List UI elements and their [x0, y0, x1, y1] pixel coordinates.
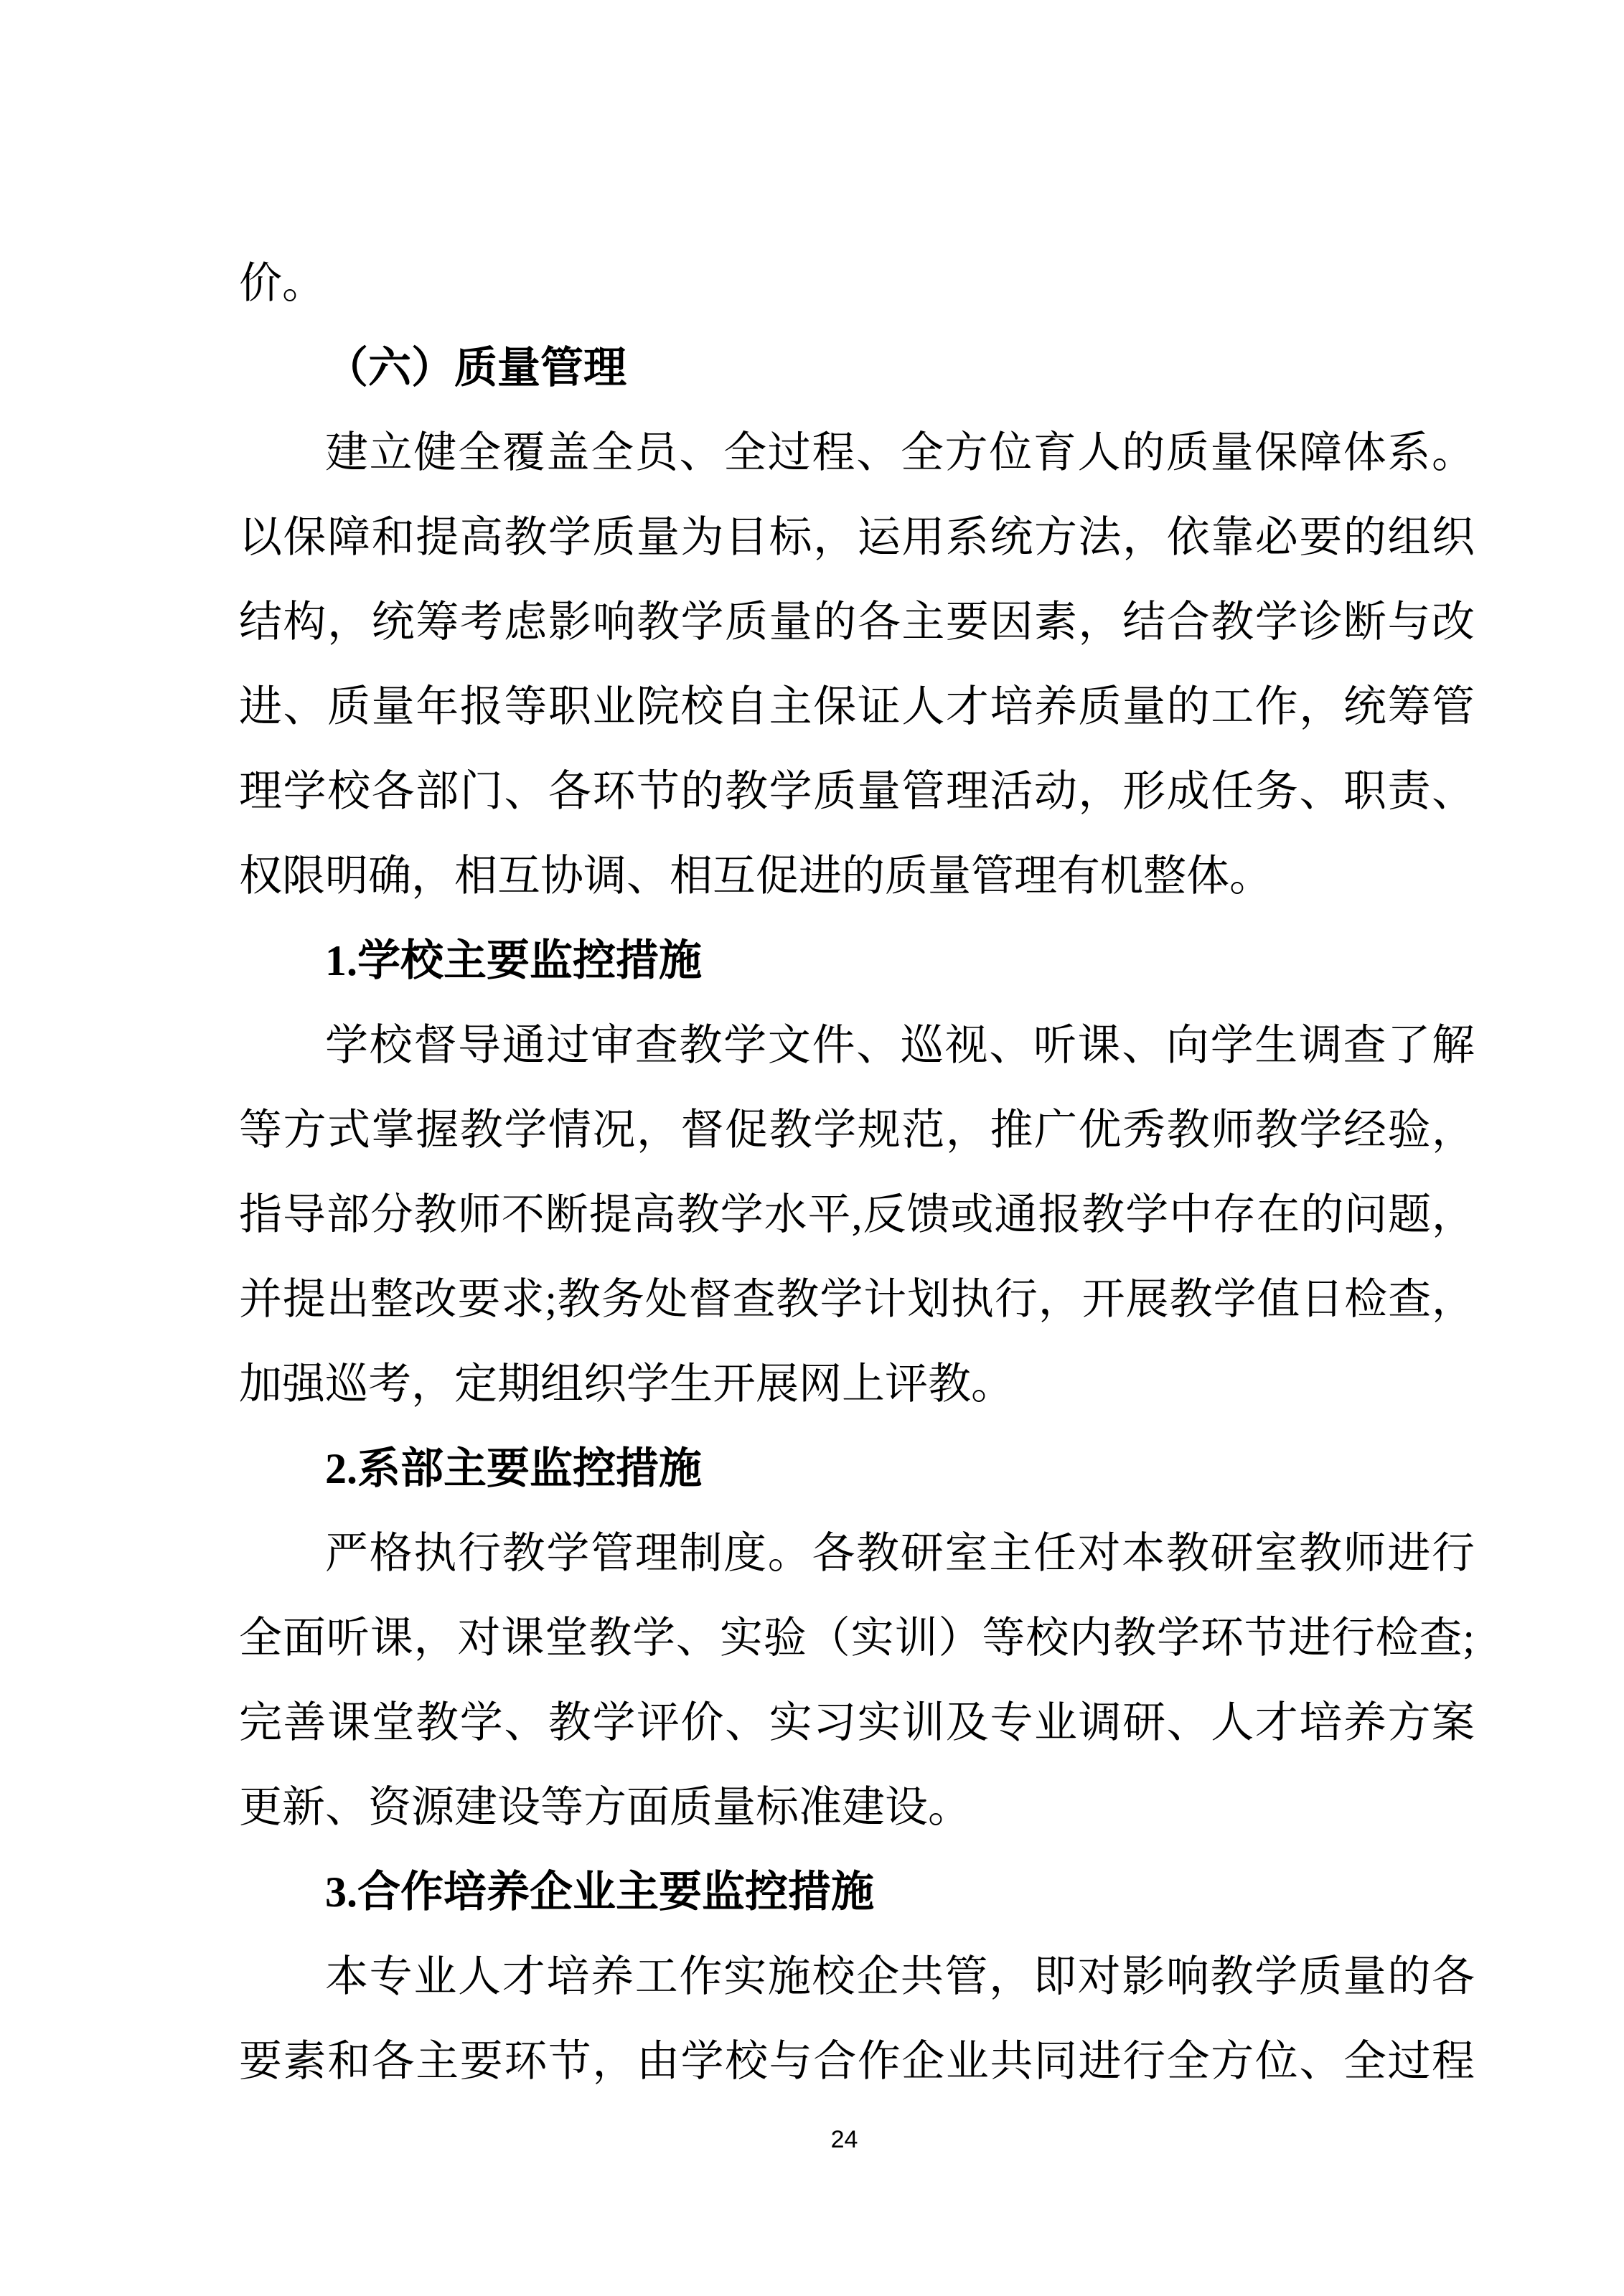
continuation-line: 价。: [239, 260, 325, 307]
page-number: 24: [830, 2126, 858, 2153]
paragraph-line: 完善课堂教学、教学评价、实习实训及专业调研、人才培养方案: [239, 1699, 1475, 1746]
paragraph-line: 加强巡考，定期组织学生开展网上评教。: [239, 1360, 1014, 1408]
paragraph-line: 并提出整改要求;教务处督查教学计划执行，开展教学值日检查，: [239, 1276, 1475, 1323]
subheading-line: 2.系部主要监控措施: [325, 1445, 702, 1492]
heading-line: （六）质量管理: [325, 344, 626, 392]
document-body: [239, 241, 1475, 2104]
paragraph-line: 本专业人才培养工作实施校企共管，即对影响教学质量的各: [325, 1953, 1475, 2000]
paragraph-line: 更新、资源建设等方面质量标准建设。: [239, 1784, 971, 1831]
paragraph-line: 等方式掌握教学情况，督促教学规范，推广优秀教师教学经验，: [239, 1106, 1475, 1154]
paragraph-line: 理学校各部门、各环节的教学质量管理活动，形成任务、职责、: [239, 768, 1475, 815]
paragraph-line: 建立健全覆盖全员、全过程、全方位育人的质量保障体系。: [325, 429, 1475, 476]
paragraph-line: 学校督导通过审查教学文件、巡视、听课、向学生调查了解: [325, 1022, 1475, 1069]
paragraph-line: 严格执行教学管理制度。各教研室主任对本教研室教师进行: [325, 1530, 1475, 1577]
paragraph-line: 结构，统筹考虑影响教学质量的各主要因素，结合教学诊断与改: [239, 598, 1475, 646]
paragraph-line: 权限明确，相互协调、相互促进的质量管理有机整体。: [239, 852, 1272, 900]
paragraph-line: 以保障和提高教学质量为目标，运用系统方法，依靠必要的组织: [239, 514, 1475, 561]
paragraph-line: 指导部分教师不断提高教学水平,反馈或通报教学中存在的问题，: [239, 1191, 1475, 1238]
paragraph-line: 要素和各主要环节，由学校与合作企业共同进行全方位、全过程: [239, 2038, 1475, 2085]
page-footer: [0, 2125, 1624, 2154]
subheading-line: 1.学校主要监控措施: [325, 937, 702, 984]
paragraph-line: 全面听课，对课堂教学、实验（实训）等校内教学环节进行检查;: [239, 1614, 1475, 1662]
paragraph-line: 进、质量年报等职业院校自主保证人才培养质量的工作，统筹管: [239, 683, 1475, 730]
subheading-line: 3.合作培养企业主要监控措施: [325, 1868, 874, 1916]
